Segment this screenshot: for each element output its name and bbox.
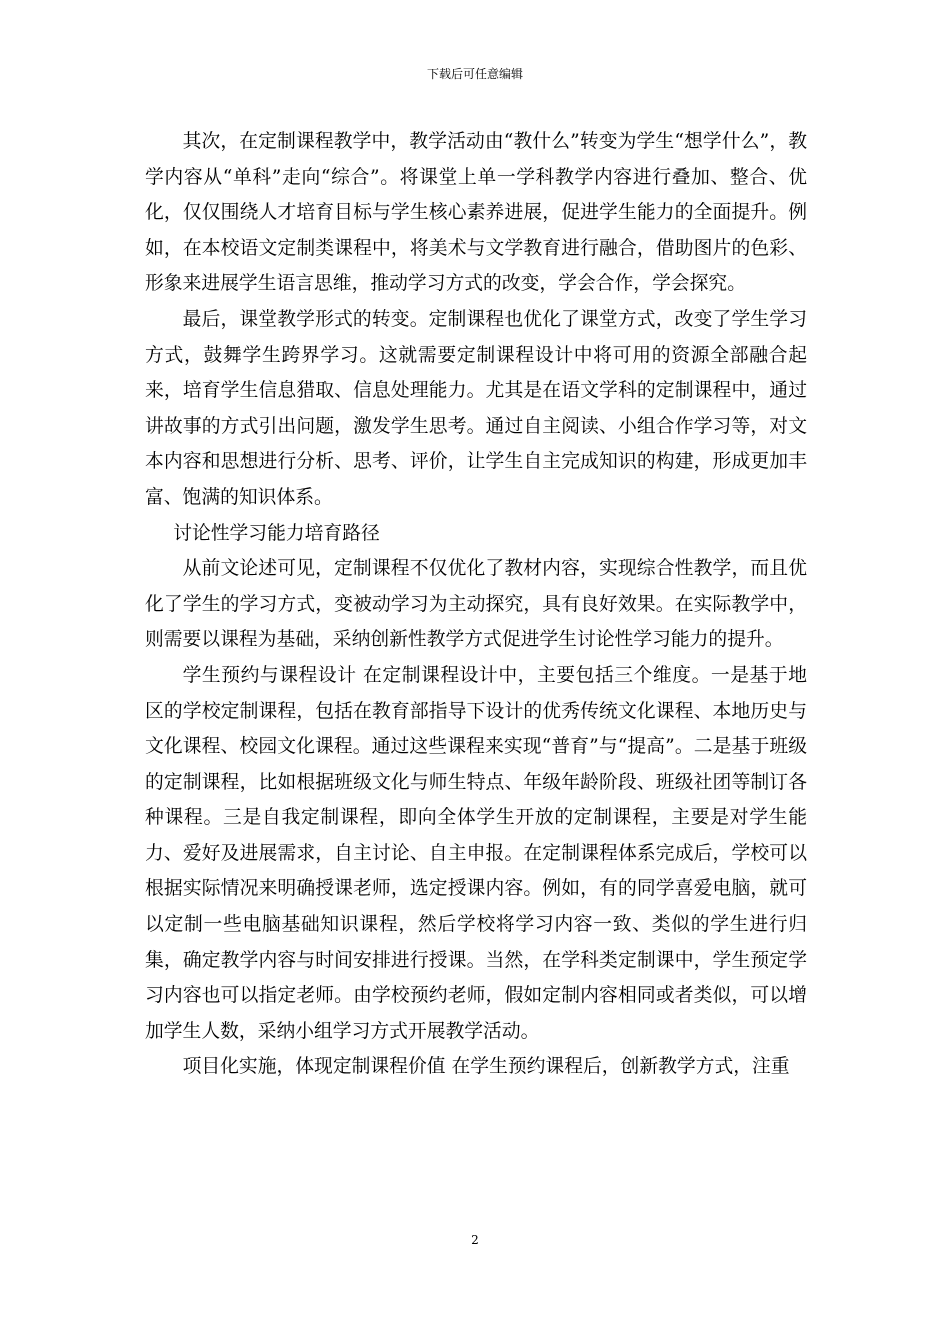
paragraph-3: 从前文论述可见，定制课程不仅优化了教材内容，实现综合性教学，而且优化了学生的学习方式，变被动学习为主动探究，具有良好效果。在实际教学中，则需要以课程为基础，采纳创新性教学方式促进学生讨论性学习能力的提升。 bbox=[145, 558, 807, 651]
paragraph-5 bbox=[145, 1049, 807, 1085]
page-number: 2 bbox=[471, 1233, 479, 1247]
paragraph-5-text: 在学生预约课程后，创新教学方式，注重 bbox=[451, 1056, 790, 1078]
paragraph-2: 最后，课堂教学形式的转变。定制课程也优化了课堂方式，改变了学生学习方式，鼓舞学生跨界学习。这就需要定制课程设计中将可用的资源全部融合起来，培育学生信息猎取、信息处理能力。尤其是在语文学科的定制课程中，通过讲故事的方式引出问题，激发学生思考。通过自主阅读、小组合作学习等，对文本内容和思想进行分析、思考、评价，让学生自主完成知识的构建，形成更加丰富、饱满的知识体系。 bbox=[145, 308, 807, 508]
page-footer bbox=[0, 1232, 950, 1248]
page-header bbox=[0, 66, 950, 82]
document-body bbox=[145, 124, 807, 1085]
paragraph-5-lead: 项目化实施，体现定制课程价值 bbox=[182, 1056, 446, 1078]
paragraph-4-text: 在定制课程设计中，主要包括三个维度。一是基于地区的学校定制课程，包括在教育部指导下设计的优秀传统文化课程、本地历史与文化课程、校园文化课程。通过这些课程来实现“普育”与“提高”。二是基于班级的定制课程，比如根据班级文化与师生特点、年级年龄阶段、班级社团等制订各种课程。三是自我定制课程，即向全体学生开放的定制课程，主要是对学生能力、爱好及进展需求，自主讨论、自主申报。在定制课程体系完成后，学校可以根据实际情况来明确授课老师，选定授课内容。例如，有的同学喜爱电脑，就可以定制一些电脑基础知识课程，然后学校将学习内容一致、类似的学生进行归集，确定教学内容与时间安排进行授课。当然，在学科类定制课中，学生预定学习内容也可以指定老师。由学校预约老师，假如定制内容相同或者类似，可以增加学生人数，采纳小组学习方式开展教学活动。 bbox=[145, 664, 807, 1042]
section-heading: 讨论性学习能力培育路径 bbox=[173, 522, 380, 544]
paragraph-1: 其次，在定制课程教学中，教学活动由“教什么”转变为学生“想学什么”，教学内容从“单科”走向“综合”。将课堂上单一学科教学内容进行叠加、整合、优化，仅仅围绕人才培育目标与学生核心素养进展，促进学生能力的全面提升。例如，在本校语文定制类课程中，将美术与文学教育进行融合，借助图片的色彩、形象来进展学生语言思维，推动学习方式的改变，学会合作，学会探究。 bbox=[145, 131, 807, 295]
paragraph-4-lead: 学生预约与课程设计 bbox=[182, 664, 357, 686]
paragraph-4 bbox=[145, 658, 807, 1050]
header-text: 下载后可任意编辑 bbox=[426, 67, 523, 81]
